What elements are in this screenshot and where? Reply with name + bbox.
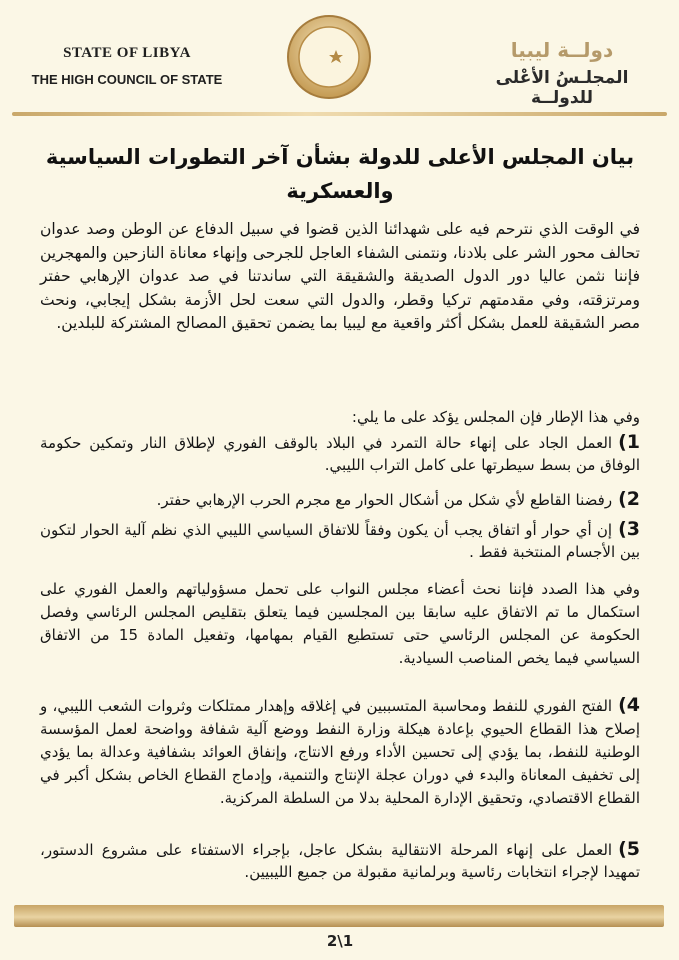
- council-emblem-icon: [286, 14, 372, 100]
- item-number: 2): [618, 488, 640, 510]
- state-name-ar: دولــة ليبيا: [510, 38, 614, 62]
- item-text: العمل على إنهاء المرحلة الانتقالية بشكل عاجل، بإجراء الاستفتاء على مشروع الدستور، تمهيدا لإجراء انتخابات رئاسية وبرلمانية مقبولة من جميع الليبيين.: [40, 841, 640, 881]
- list-item-1: [40, 431, 640, 476]
- item-text: الفتح الفوري للنفط ومحاسبة المتسببين في إغلاقه وإهدار ممتلكات وثروات الشعب الليبي، و إصلاح هذا القطاع الحيوي بإعادة هيكلة وزارة النفط ووضع آلية شفافة وواضحة لعمل المؤسسة الوطنية للنفط، بما يؤدي إلى تحسين الأداء ورفع الانتاج، وإنفاق العوائد بشفافية وعدالة بما يؤدي إلى تخفيف المعاناة والبدء في دوران عجلة الإنتاج والتنمية، وإدماج القطاع الخاص بشكل أكبر في القطاع الاقتصادي، وتحقيق الإدارة المحلية بدلا من السلطة المركزية.: [40, 697, 640, 807]
- item-number: 1): [618, 431, 640, 453]
- letterhead-arabic: [467, 38, 657, 108]
- list-item-5: [40, 838, 640, 883]
- item-text: إن أي حوار أو اتفاق يجب أن يكون وفقاً للاتفاق السياسي الليبي الذي نظم آلية الحوار لتكون بين الأجسام المنتخبة فقط .: [40, 521, 640, 561]
- list-item-2: [40, 488, 640, 511]
- list-item-3: [40, 518, 640, 563]
- header-divider: [12, 112, 667, 116]
- statement-title: بيان المجلس الأعلى للدولة بشأن آخر التطورات السياسية والعسكرية: [45, 145, 635, 203]
- item-number: 4): [618, 694, 640, 716]
- intro-line: وفي هذا الإطار فإن المجلس يؤكد على ما يلي:: [351, 408, 640, 426]
- state-name-en: STATE OF LIBYA: [63, 45, 191, 61]
- council-paragraph: وفي هذا الصدد فإننا نحث أعضاء مجلس النواب على تحمل مسؤولياتهم والعمل الفوري على استكمال ما تم الاتفاق عليه سابقا بين المجلسين فيما يتعلق بتقليص المجلس الرئاسي وفصل الحكومة عن المجلس الرئاسي حتى تستطيع القيام بمهامها، وتفعيل المادة 15 من الاتفاق السياسي فيما يخص المناصب السيادية.: [40, 580, 640, 667]
- item-text: رفضنا القاطع لأي شكل من أشكال الحوار مع مجرم الحرب الإرهابي حفتر.: [156, 491, 613, 509]
- footer-band: [14, 905, 664, 927]
- item-text: العمل الجاد على إنهاء حالة التمرد في البلاد بالوقف الفوري لإطلاق النار وتمكين حكومة الوفاق من بسط سيطرتها على كامل التراب الليبي.: [40, 434, 640, 474]
- item-number: 3): [618, 518, 640, 540]
- opening-paragraph: في الوقت الذي نترحم فيه على شهدائنا الذين قضوا في سبيل الدفاع عن الوطن وصد عدوان تحالف محور الشر على بلادنا، ونتمنى الشفاء العاجل للجرحى وإنهاء معاناة النازحين والمهجرين فإننا نثمن عاليا دور الدول الصديقة والشقيقة التي ساندتنا في صد عدوان الإرهابي حفتر ومرتزقته، وفي مقدمتهم تركيا وقطر، والدول التي سعت لحل الأزمة بشكل إيجابي، ونحث مصر الشقيقة للعمل بشكل أكثر واقعية مع ليبيا بما يضمن تحقيق المصالح المشتركة للبلدين.: [40, 220, 640, 332]
- council-name-en: THE HIGH COUNCIL OF STATE: [31, 72, 223, 87]
- letterhead: [0, 0, 679, 118]
- list-item-4: [40, 694, 640, 810]
- item-number: 5): [618, 838, 640, 860]
- page-number: 2\1: [326, 932, 354, 950]
- council-name-ar: المجلـسُ الأعْلى للدولــة: [495, 68, 629, 108]
- letterhead-english: [22, 45, 232, 87]
